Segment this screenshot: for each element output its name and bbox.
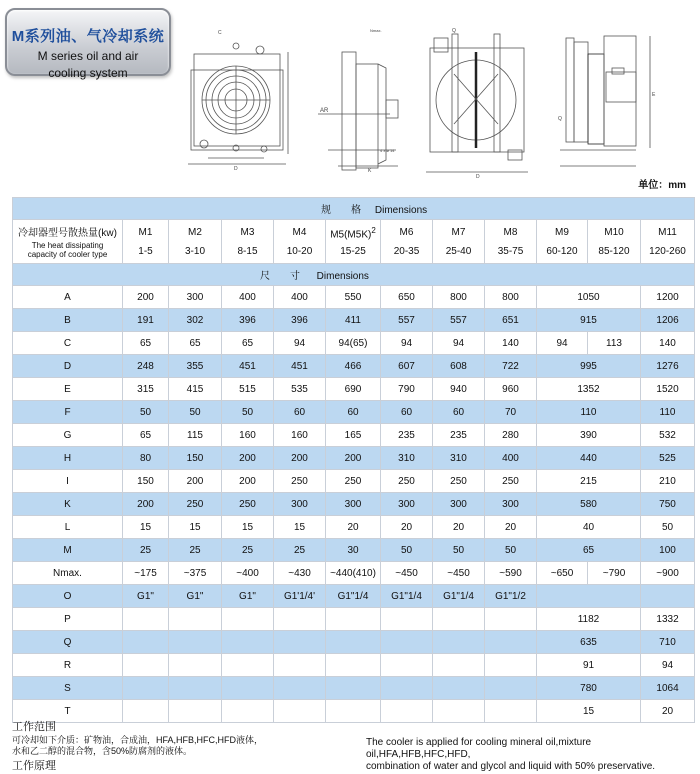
dimension-cell-merged: 91 <box>537 654 641 677</box>
dimension-cell: 1200 <box>641 286 695 309</box>
dimension-cell: 50 <box>485 539 537 562</box>
model-cell: M9 60-120 <box>537 220 588 264</box>
row-label: L <box>13 516 123 539</box>
dimension-cell: G1" <box>169 585 222 608</box>
dimension-cell: 451 <box>274 355 326 378</box>
dimension-cell: 60 <box>433 401 485 424</box>
row-label: G <box>13 424 123 447</box>
large-cooler-side-icon <box>550 24 660 172</box>
dimension-cell: 94 <box>274 332 326 355</box>
dimension-cell: ~450 <box>433 562 485 585</box>
dimension-cell: 1520 <box>641 378 695 401</box>
dimension-cell <box>169 608 222 631</box>
dimension-cell: 466 <box>326 355 381 378</box>
table-row <box>13 493 695 516</box>
table-row <box>13 539 695 562</box>
dimension-cell: 165 <box>326 424 381 447</box>
dimension-cell: G1"1/4 <box>326 585 381 608</box>
svg-text:D: D <box>234 166 238 170</box>
notes-cn <box>12 722 263 774</box>
dimension-cell <box>169 631 222 654</box>
dimension-cell: 411 <box>326 309 381 332</box>
model-cell: M11 120-260 <box>641 220 695 264</box>
dimension-cell <box>326 700 381 723</box>
row-label: P <box>13 608 123 631</box>
dimension-cell: 235 <box>381 424 433 447</box>
dimension-cell: 710 <box>641 631 695 654</box>
dimension-cell <box>433 608 485 631</box>
model-header-en2: capacity of cooler type <box>27 250 108 259</box>
dimension-cell: 200 <box>222 447 274 470</box>
dimension-cell: 60 <box>326 401 381 424</box>
dimension-cell <box>274 631 326 654</box>
dimension-cell: 94(65) <box>326 332 381 355</box>
dimension-cell: 790 <box>381 378 433 401</box>
dimension-cell: ~175 <box>123 562 169 585</box>
dimension-cell: 113 <box>588 332 641 355</box>
dimension-cell <box>485 677 537 700</box>
dimension-cell: G1"1/2 <box>485 585 537 608</box>
dimension-cell: 235 <box>433 424 485 447</box>
dimension-cell <box>485 608 537 631</box>
dimension-cell: 250 <box>433 470 485 493</box>
table-row <box>13 677 695 700</box>
unit-label: 单位：mm <box>638 180 686 191</box>
dimension-cell: G1"1/4 <box>381 585 433 608</box>
table-row <box>13 700 695 723</box>
dimension-cell: 50 <box>222 401 274 424</box>
notes-en-line1: The cooler is applied for cooling mineral oil,mixture <box>366 737 592 748</box>
title-en-line1: M series oil and air <box>37 49 139 63</box>
dimension-cell: 302 <box>169 309 222 332</box>
dimension-cell: 250 <box>222 493 274 516</box>
fan-front-drawing-icon <box>188 24 298 170</box>
model-cell: M3 8-15 <box>222 220 274 264</box>
dimension-cell: 355 <box>169 355 222 378</box>
row-label: B <box>13 309 123 332</box>
dimension-cell <box>222 608 274 631</box>
dimension-cell: 50 <box>381 539 433 562</box>
title-cn: M系列油、气冷却系统 <box>11 28 165 45</box>
notes-cn-line2: 水和乙二醇的混合物，含50%防腐剂的液体。 <box>12 746 193 756</box>
table-row <box>13 608 695 631</box>
svg-text:Q: Q <box>452 28 456 34</box>
dimension-cell: 115 <box>169 424 222 447</box>
dimension-cell <box>274 654 326 677</box>
dimension-cell <box>433 654 485 677</box>
notes-cn-heading1: 工作范围 <box>12 721 56 733</box>
row-label: S <box>13 677 123 700</box>
model-cell: M4 10-20 <box>274 220 326 264</box>
dimension-cell: 400 <box>222 286 274 309</box>
table-row <box>13 447 695 470</box>
dimension-cell <box>123 608 169 631</box>
dimension-cell: 525 <box>641 447 695 470</box>
dimension-cell <box>123 654 169 677</box>
dimension-cell: 800 <box>485 286 537 309</box>
dimension-cell: G1"1/4 <box>433 585 485 608</box>
dimension-cell: 15 <box>169 516 222 539</box>
dimension-cell <box>169 654 222 677</box>
dimension-cell <box>123 631 169 654</box>
dimension-cell: 20 <box>381 516 433 539</box>
row-label: K <box>13 493 123 516</box>
dimension-cell: 800 <box>433 286 485 309</box>
dimension-cell-merged: 1182 <box>537 608 641 631</box>
dimension-cell: 65 <box>123 332 169 355</box>
table-row <box>13 355 695 378</box>
dimension-cell: 535 <box>274 378 326 401</box>
dimension-cell: 250 <box>274 470 326 493</box>
dimension-cell: 50 <box>433 539 485 562</box>
dimension-cell <box>641 585 695 608</box>
dimension-cell: 300 <box>326 493 381 516</box>
dimension-cell: 80 <box>123 447 169 470</box>
model-cell: M2 3-10 <box>169 220 222 264</box>
svg-text:4 x ø 14: 4 x ø 14 <box>380 148 395 153</box>
dimension-cell-merged: 110 <box>537 401 641 424</box>
dimension-cell: 300 <box>169 286 222 309</box>
dimension-cell: 250 <box>326 470 381 493</box>
dimension-cell: 300 <box>274 493 326 516</box>
dimension-cell: 280 <box>485 424 537 447</box>
dimension-cell <box>381 677 433 700</box>
dimension-cell: 250 <box>485 470 537 493</box>
dimension-cell: 200 <box>123 286 169 309</box>
dimension-cell: 651 <box>485 309 537 332</box>
dimension-cell: 940 <box>433 378 485 401</box>
dimension-cell: 650 <box>381 286 433 309</box>
dimension-cell <box>326 654 381 677</box>
dimension-cell: 310 <box>433 447 485 470</box>
row-label: M <box>13 539 123 562</box>
dimension-cell: 1064 <box>641 677 695 700</box>
table-row <box>13 401 695 424</box>
row-label: A <box>13 286 123 309</box>
dimension-cell: 250 <box>381 470 433 493</box>
dimension-cell: 60 <box>381 401 433 424</box>
dimension-cell-merged: 390 <box>537 424 641 447</box>
model-cell: M8 35-75 <box>485 220 537 264</box>
dimension-cell: 200 <box>222 470 274 493</box>
title-badge <box>5 8 171 80</box>
dimension-cell: 160 <box>274 424 326 447</box>
dimension-cell: 300 <box>433 493 485 516</box>
dimension-cell: 150 <box>169 447 222 470</box>
dimension-cell: 30 <box>326 539 381 562</box>
dimension-cell: 160 <box>222 424 274 447</box>
dimension-cell: G1" <box>123 585 169 608</box>
row-label: T <box>13 700 123 723</box>
dimension-cell: 94 <box>641 654 695 677</box>
dimension-cell: 248 <box>123 355 169 378</box>
dimension-cell: 400 <box>485 447 537 470</box>
dimension-cell-merged: 1352 <box>537 378 641 401</box>
dimension-cell <box>433 677 485 700</box>
dimension-cell: 415 <box>169 378 222 401</box>
row-label: D <box>13 355 123 378</box>
dimension-cell: 110 <box>641 401 695 424</box>
model-header-label <box>13 220 123 264</box>
dimension-cell: 300 <box>381 493 433 516</box>
dimension-cell-merged: 915 <box>537 309 641 332</box>
dimension-cell: 557 <box>433 309 485 332</box>
row-label: Q <box>13 631 123 654</box>
dimension-cell: 50 <box>123 401 169 424</box>
dimension-cell: 1276 <box>641 355 695 378</box>
svg-text:E: E <box>652 92 656 98</box>
dimension-cell: 20 <box>433 516 485 539</box>
dimension-cell <box>485 654 537 677</box>
row-label: O <box>13 585 123 608</box>
side-view-drawing <box>318 24 418 174</box>
dimension-cell-merged: 995 <box>537 355 641 378</box>
dimension-cell <box>123 700 169 723</box>
front-view-drawing <box>188 24 298 170</box>
dimension-cell: 60 <box>274 401 326 424</box>
model-cell: M7 25-40 <box>433 220 485 264</box>
dimension-cell: 250 <box>169 493 222 516</box>
dimension-cell: ~900 <box>641 562 695 585</box>
dimension-cell-merged <box>537 585 641 608</box>
dimension-cell-merged: 580 <box>537 493 641 516</box>
dimension-cell: 25 <box>169 539 222 562</box>
dimension-cell <box>381 654 433 677</box>
dimension-cell-merged: 65 <box>537 539 641 562</box>
dimension-cell: 1332 <box>641 608 695 631</box>
dimension-cell <box>381 631 433 654</box>
dimension-cell: 15 <box>222 516 274 539</box>
dimension-cell: 515 <box>222 378 274 401</box>
dimension-cell <box>274 677 326 700</box>
dimension-cell: 300 <box>485 493 537 516</box>
model-header-cn: 冷却器型号散热量(kw) <box>18 228 117 239</box>
row-label: I <box>13 470 123 493</box>
dimension-cell: ~450 <box>381 562 433 585</box>
dimension-cell <box>485 700 537 723</box>
dimension-cell: 200 <box>274 447 326 470</box>
dimension-cell: 310 <box>381 447 433 470</box>
dimension-cell <box>381 608 433 631</box>
dimension-cell: 557 <box>381 309 433 332</box>
dimension-cell: 15 <box>274 516 326 539</box>
dimension-cell <box>433 700 485 723</box>
model-cell: M10 85-120 <box>588 220 641 264</box>
model-cell: $M5(M5K)^2$ 15-25 <box>326 220 381 264</box>
table-row <box>13 585 695 608</box>
table-title-cn: 规 格 <box>321 205 361 216</box>
table-row <box>13 424 695 447</box>
dimension-cell <box>326 631 381 654</box>
dimension-cell <box>222 654 274 677</box>
dimension-cell: 94 <box>381 332 433 355</box>
dimension-cell: 550 <box>326 286 381 309</box>
dimension-cell: 140 <box>641 332 695 355</box>
dimension-cell: 210 <box>641 470 695 493</box>
svg-text:AR: AR <box>320 108 329 114</box>
dimension-cell: ~430 <box>274 562 326 585</box>
table-row <box>13 309 695 332</box>
dimension-cell: 94 <box>433 332 485 355</box>
table-row <box>13 516 695 539</box>
dimension-cell: 1206 <box>641 309 695 332</box>
row-label: C <box>13 332 123 355</box>
dimension-cell: 65 <box>169 332 222 355</box>
dimension-cell: 960 <box>485 378 537 401</box>
table-row <box>13 378 695 401</box>
dimension-cell <box>274 608 326 631</box>
svg-text:D: D <box>476 174 480 178</box>
dimension-cell: 396 <box>274 309 326 332</box>
dimension-cell: 25 <box>123 539 169 562</box>
row-label: Nmax. <box>13 562 123 585</box>
dimension-cell <box>222 700 274 723</box>
dims-section-cn: 尺 寸 <box>260 271 300 282</box>
row-label: R <box>13 654 123 677</box>
fan-side-drawing-icon <box>318 24 418 174</box>
dimension-cell: 65 <box>222 332 274 355</box>
table-row <box>13 654 695 677</box>
dimension-cell: 608 <box>433 355 485 378</box>
table-row <box>13 562 695 585</box>
dimension-cell <box>274 700 326 723</box>
dimension-cell: 200 <box>169 470 222 493</box>
dimension-cell: 750 <box>641 493 695 516</box>
dimension-cell: 451 <box>222 355 274 378</box>
dimension-cell: 400 <box>274 286 326 309</box>
row-label: F <box>13 401 123 424</box>
dimension-cell <box>169 677 222 700</box>
dimension-cell: 315 <box>123 378 169 401</box>
dimension-cell: 396 <box>222 309 274 332</box>
dims-section-row <box>13 264 695 286</box>
table-title-row <box>13 198 695 220</box>
model-header-row <box>13 220 695 264</box>
dimension-cell: 607 <box>381 355 433 378</box>
dimension-cell: ~790 <box>588 562 641 585</box>
dimension-cell: 20 <box>326 516 381 539</box>
dimension-cell: 722 <box>485 355 537 378</box>
dimension-cell-merged: 1050 <box>537 286 641 309</box>
dimension-cell: 150 <box>123 470 169 493</box>
dimension-cell: 70 <box>485 401 537 424</box>
dimension-cell-merged: 215 <box>537 470 641 493</box>
dims-section-en: Dimensions <box>316 271 369 282</box>
model-cell: M1 1-5 <box>123 220 169 264</box>
dimension-cell: ~650 <box>537 562 588 585</box>
dimension-cell: 25 <box>222 539 274 562</box>
dimension-cell: 100 <box>641 539 695 562</box>
dimension-cell: 690 <box>326 378 381 401</box>
dimension-cell <box>222 631 274 654</box>
dimension-cell: 20 <box>641 700 695 723</box>
svg-text:K: K <box>368 168 372 174</box>
table-row <box>13 631 695 654</box>
table-row <box>13 470 695 493</box>
dimension-cell: G1" <box>222 585 274 608</box>
dimension-cell: ~440(410) <box>326 562 381 585</box>
model-cell: M6 20-35 <box>381 220 433 264</box>
dimension-cell-merged: 15 <box>537 700 641 723</box>
row-label: H <box>13 447 123 470</box>
notes-cn-heading2: 工作原理 <box>12 760 56 772</box>
dimension-cell-merged: 635 <box>537 631 641 654</box>
dimension-cell <box>326 608 381 631</box>
svg-text:Nmax.: Nmax. <box>370 28 382 33</box>
dimension-cell-merged: 440 <box>537 447 641 470</box>
dimension-cell: 25 <box>274 539 326 562</box>
row-label: E <box>13 378 123 401</box>
dimension-cell: 20 <box>485 516 537 539</box>
dimension-cell <box>381 700 433 723</box>
dimension-cell: 191 <box>123 309 169 332</box>
dimension-cell <box>123 677 169 700</box>
table-row <box>13 332 695 355</box>
dimension-cell <box>222 677 274 700</box>
title-en-line2: cooling system <box>48 66 128 80</box>
dimension-cell: 532 <box>641 424 695 447</box>
dimension-cell: 140 <box>485 332 537 355</box>
dimension-cell: ~375 <box>169 562 222 585</box>
model-header-en1: The heat dissipating <box>31 241 104 250</box>
dimension-cell <box>485 631 537 654</box>
notes-cn-line1: 可冷却如下介质：矿物油，合成油，HFA,HFB,HFC,HFD液体， <box>12 735 263 745</box>
dimension-cell: ~590 <box>485 562 537 585</box>
dimension-cell-merged: 780 <box>537 677 641 700</box>
dimension-cell: 200 <box>123 493 169 516</box>
dimension-cell <box>326 677 381 700</box>
dimension-cell: G1'1/4' <box>274 585 326 608</box>
dimension-cell: ~400 <box>222 562 274 585</box>
svg-text:Q: Q <box>558 116 562 122</box>
dimension-cell: 94 <box>537 332 588 355</box>
large-front-drawing <box>424 24 536 178</box>
large-cooler-front-icon <box>424 24 536 178</box>
large-side-drawing <box>550 24 660 172</box>
table-row <box>13 286 695 309</box>
dimension-cell <box>169 700 222 723</box>
dimension-cell <box>433 631 485 654</box>
dimension-cell: 200 <box>326 447 381 470</box>
dimension-cell: 50 <box>169 401 222 424</box>
notes-en-line3: combination of water and glycol and liquid with 50% preservative. <box>366 761 656 772</box>
table-title-en: Dimensions <box>374 205 428 216</box>
notes-en-line2: oil,HFA,HFB,HFC,HFD, <box>366 749 471 760</box>
notes-en <box>366 737 655 773</box>
dimensions-table <box>12 197 695 723</box>
dimension-cell-merged: 40 <box>537 516 641 539</box>
dimension-cell: 50 <box>641 516 695 539</box>
dimension-cell: 65 <box>123 424 169 447</box>
dimension-cell: 15 <box>123 516 169 539</box>
svg-text:C: C <box>218 30 222 36</box>
